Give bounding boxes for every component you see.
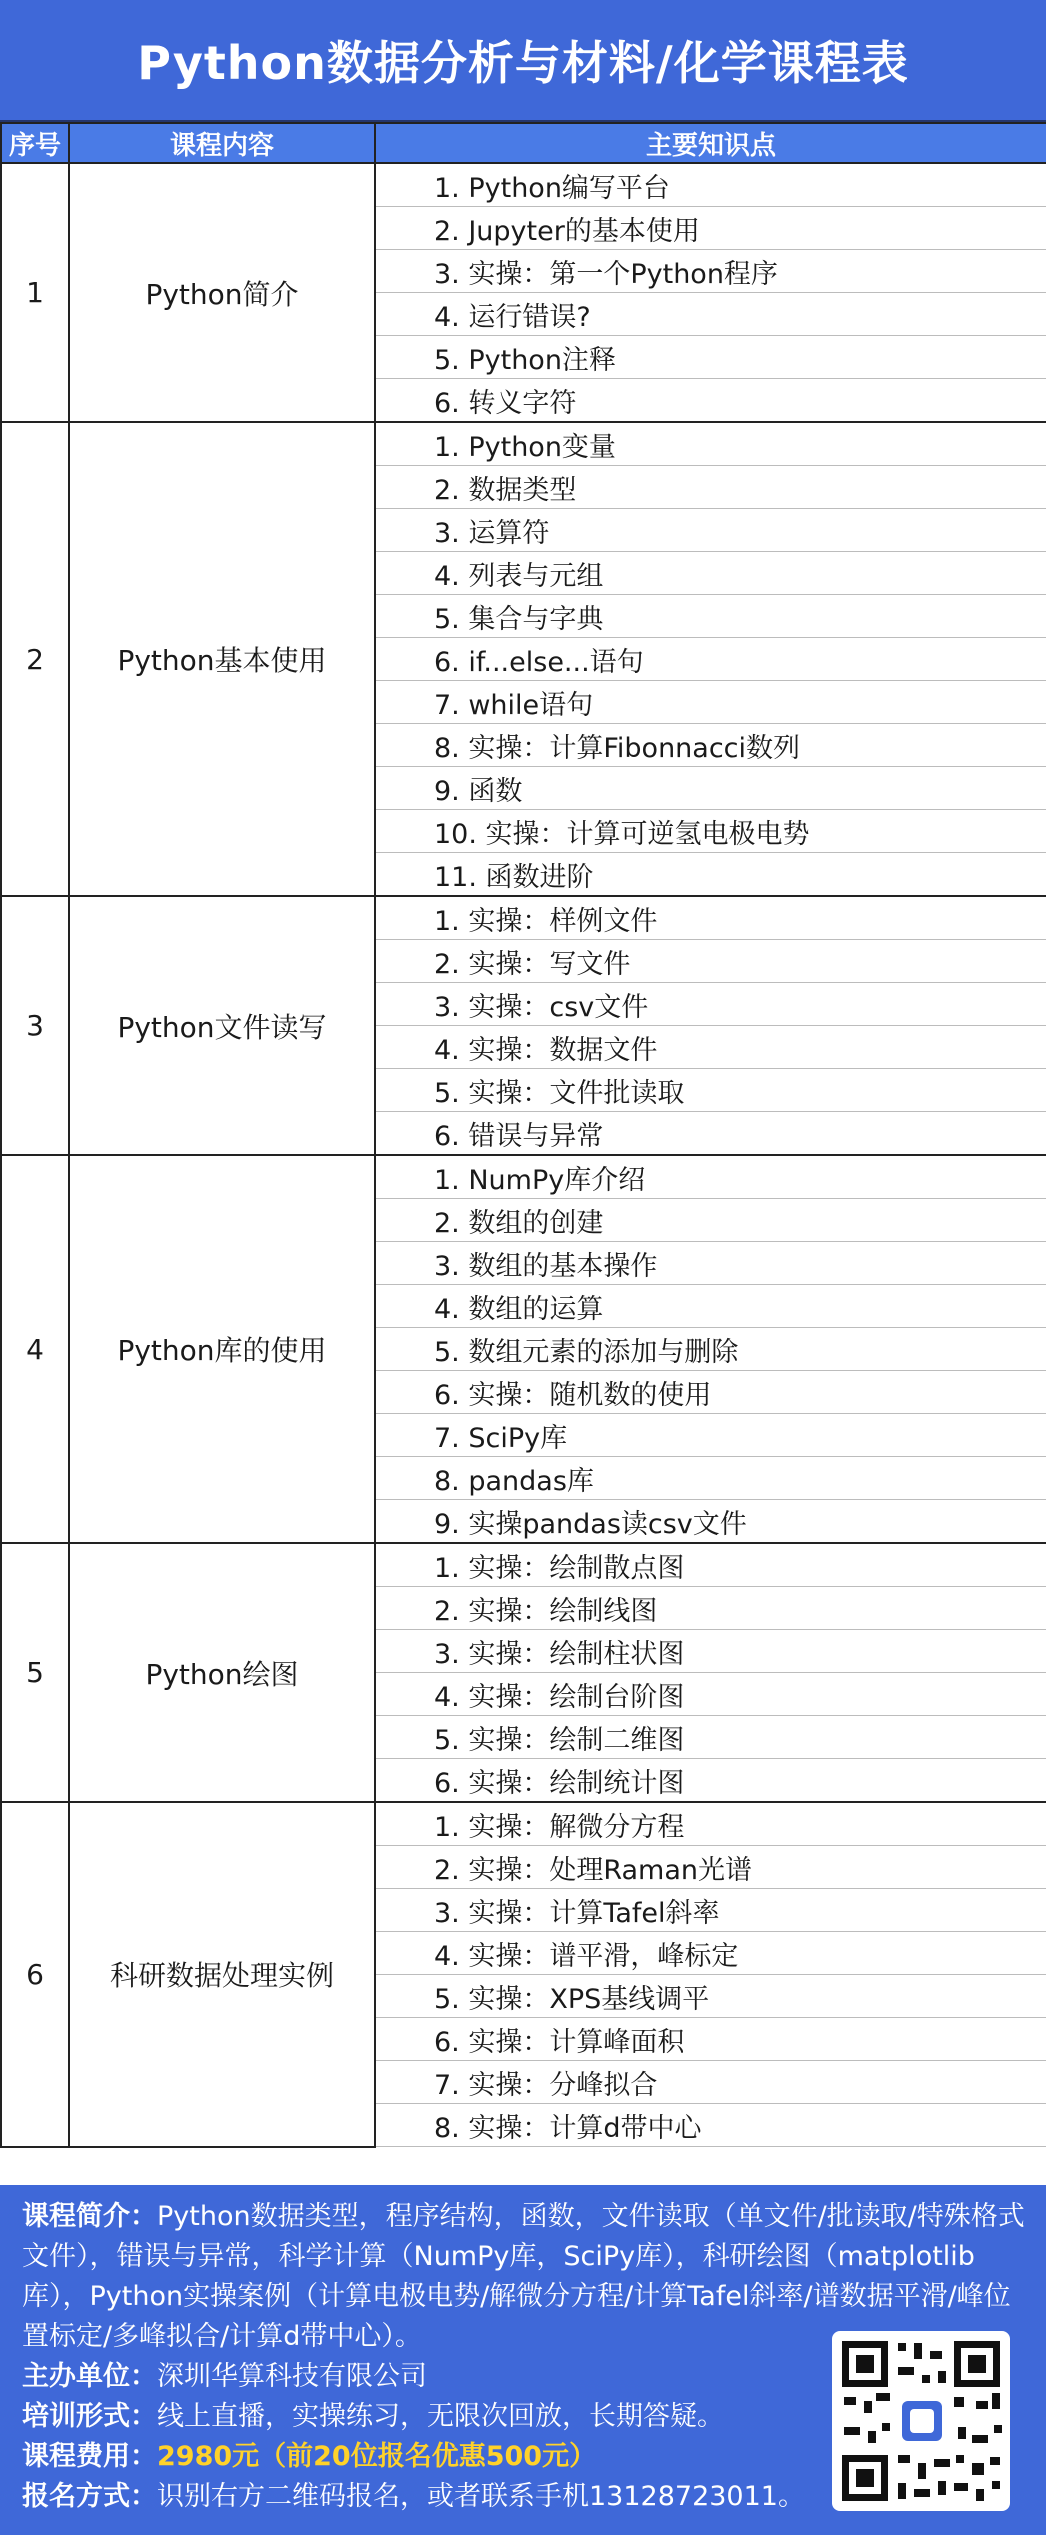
signup-label: 报名方式：	[22, 2481, 157, 2512]
knowledge-point: 3. 数组的基本操作	[375, 1242, 1046, 1285]
section-number: 5	[1, 1543, 69, 1802]
table-row	[1, 896, 1046, 940]
knowledge-point: 1. 实操：样例文件	[375, 896, 1046, 940]
knowledge-point: 9. 函数	[375, 767, 1046, 810]
knowledge-point: 4. 实操：绘制台阶图	[375, 1673, 1046, 1716]
intro-label: 课程简介：	[22, 2201, 157, 2232]
section-name: Python文件读写	[69, 896, 375, 1155]
knowledge-point: 1. NumPy库介绍	[375, 1155, 1046, 1199]
table-row	[1, 1155, 1046, 1199]
section-name: Python库的使用	[69, 1155, 375, 1543]
knowledge-point: 1. 实操：解微分方程	[375, 1802, 1046, 1846]
knowledge-point: 5. 实操：XPS基线调平	[375, 1975, 1046, 2018]
table-row	[1, 422, 1046, 466]
knowledge-point: 6. 转义字符	[375, 379, 1046, 423]
section-name: 科研数据处理实例	[69, 1802, 375, 2147]
table-row	[1, 163, 1046, 207]
knowledge-point: 3. 实操：计算Tafel斜率	[375, 1889, 1046, 1932]
format-text: 线上直播，实操练习，无限次回放，长期答疑。	[157, 2401, 724, 2432]
knowledge-point: 5. 实操：绘制二维图	[375, 1716, 1046, 1759]
knowledge-point: 2. 数据类型	[375, 466, 1046, 509]
table-row	[1, 1543, 1046, 1587]
qr-code-icon[interactable]	[832, 2331, 1010, 2511]
format-label: 培训形式：	[22, 2401, 157, 2432]
intro-text: Python数据类型，程序结构，函数，文件读取（单文件/批读取/特殊格式文件），错误与异常，科学计算（NumPy库，SciPy库），科研绘图（matplotlib库），Python实操案例（计算电极电势/解微分方程/计算Tafel斜率/谱数据平滑/峰位置标定/多峰拟合/计算d带中心）。	[22, 2201, 1025, 2352]
signup-text: 识别右方二维码报名，或者联系手机13128723011。	[157, 2481, 805, 2512]
knowledge-point: 5. 数组元素的添加与删除	[375, 1328, 1046, 1371]
knowledge-point: 4. 数组的运算	[375, 1285, 1046, 1328]
knowledge-point: 7. 实操：分峰拟合	[375, 2061, 1046, 2104]
section-number: 3	[1, 896, 69, 1155]
knowledge-point: 6. 实操：随机数的使用	[375, 1371, 1046, 1414]
course-table-body	[1, 163, 1046, 2147]
knowledge-point: 6. 实操：计算峰面积	[375, 2018, 1046, 2061]
knowledge-point: 5. 实操：文件批读取	[375, 1069, 1046, 1112]
knowledge-point: 5. 集合与字典	[375, 595, 1046, 638]
knowledge-point: 2. 实操：写文件	[375, 940, 1046, 983]
section-number: 4	[1, 1155, 69, 1543]
knowledge-point: 2. 实操：处理Raman光谱	[375, 1846, 1046, 1889]
knowledge-point: 2. Jupyter的基本使用	[375, 207, 1046, 250]
knowledge-point: 8. 实操：计算Fibonnacci数列	[375, 724, 1046, 767]
knowledge-point: 4. 实操：谱平滑，峰标定	[375, 1932, 1046, 1975]
section-name: Python简介	[69, 163, 375, 422]
header-num: 序号	[1, 123, 69, 163]
footer-info	[0, 2185, 1046, 2535]
knowledge-point: 8. 实操：计算d带中心	[375, 2104, 1046, 2147]
knowledge-point: 3. 实操：csv文件	[375, 983, 1046, 1026]
table-header-row	[1, 123, 1046, 163]
knowledge-point: 9. 实操pandas读csv文件	[375, 1500, 1046, 1544]
knowledge-point: 2. 数组的创建	[375, 1199, 1046, 1242]
knowledge-point: 3. 运算符	[375, 509, 1046, 552]
knowledge-point: 7. SciPy库	[375, 1414, 1046, 1457]
header-content: 课程内容	[69, 123, 375, 163]
table-row	[1, 1802, 1046, 1846]
knowledge-point: 7. while语句	[375, 681, 1046, 724]
knowledge-point: 5. Python注释	[375, 336, 1046, 379]
knowledge-point: 6. 实操：绘制统计图	[375, 1759, 1046, 1803]
org-text: 深圳华算科技有限公司	[157, 2361, 427, 2392]
knowledge-point: 3. 实操：第一个Python程序	[375, 250, 1046, 293]
course-table	[0, 122, 1046, 2148]
section-name: Python基本使用	[69, 422, 375, 896]
knowledge-point: 10. 实操：计算可逆氢电极电势	[375, 810, 1046, 853]
fee-label: 课程费用：	[22, 2441, 157, 2472]
knowledge-point: 4. 运行错误?	[375, 293, 1046, 336]
knowledge-point: 4. 列表与元组	[375, 552, 1046, 595]
knowledge-point: 1. 实操：绘制散点图	[375, 1543, 1046, 1587]
section-number: 2	[1, 422, 69, 896]
knowledge-point: 8. pandas库	[375, 1457, 1046, 1500]
knowledge-point: 4. 实操：数据文件	[375, 1026, 1046, 1069]
knowledge-point: 1. Python编写平台	[375, 163, 1046, 207]
org-label: 主办单位：	[22, 2361, 157, 2392]
fee-text: 2980元（前20位报名优惠500元）	[157, 2441, 597, 2472]
section-name: Python绘图	[69, 1543, 375, 1802]
section-number: 1	[1, 163, 69, 422]
knowledge-point: 3. 实操：绘制柱状图	[375, 1630, 1046, 1673]
knowledge-point: 11. 函数进阶	[375, 853, 1046, 897]
knowledge-point: 6. if...else...语句	[375, 638, 1046, 681]
knowledge-point: 1. Python变量	[375, 422, 1046, 466]
page-title: Python数据分析与材料/化学课程表	[0, 0, 1046, 122]
knowledge-point: 6. 错误与异常	[375, 1112, 1046, 1156]
header-points: 主要知识点	[375, 123, 1046, 163]
section-number: 6	[1, 1802, 69, 2147]
knowledge-point: 2. 实操：绘制线图	[375, 1587, 1046, 1630]
